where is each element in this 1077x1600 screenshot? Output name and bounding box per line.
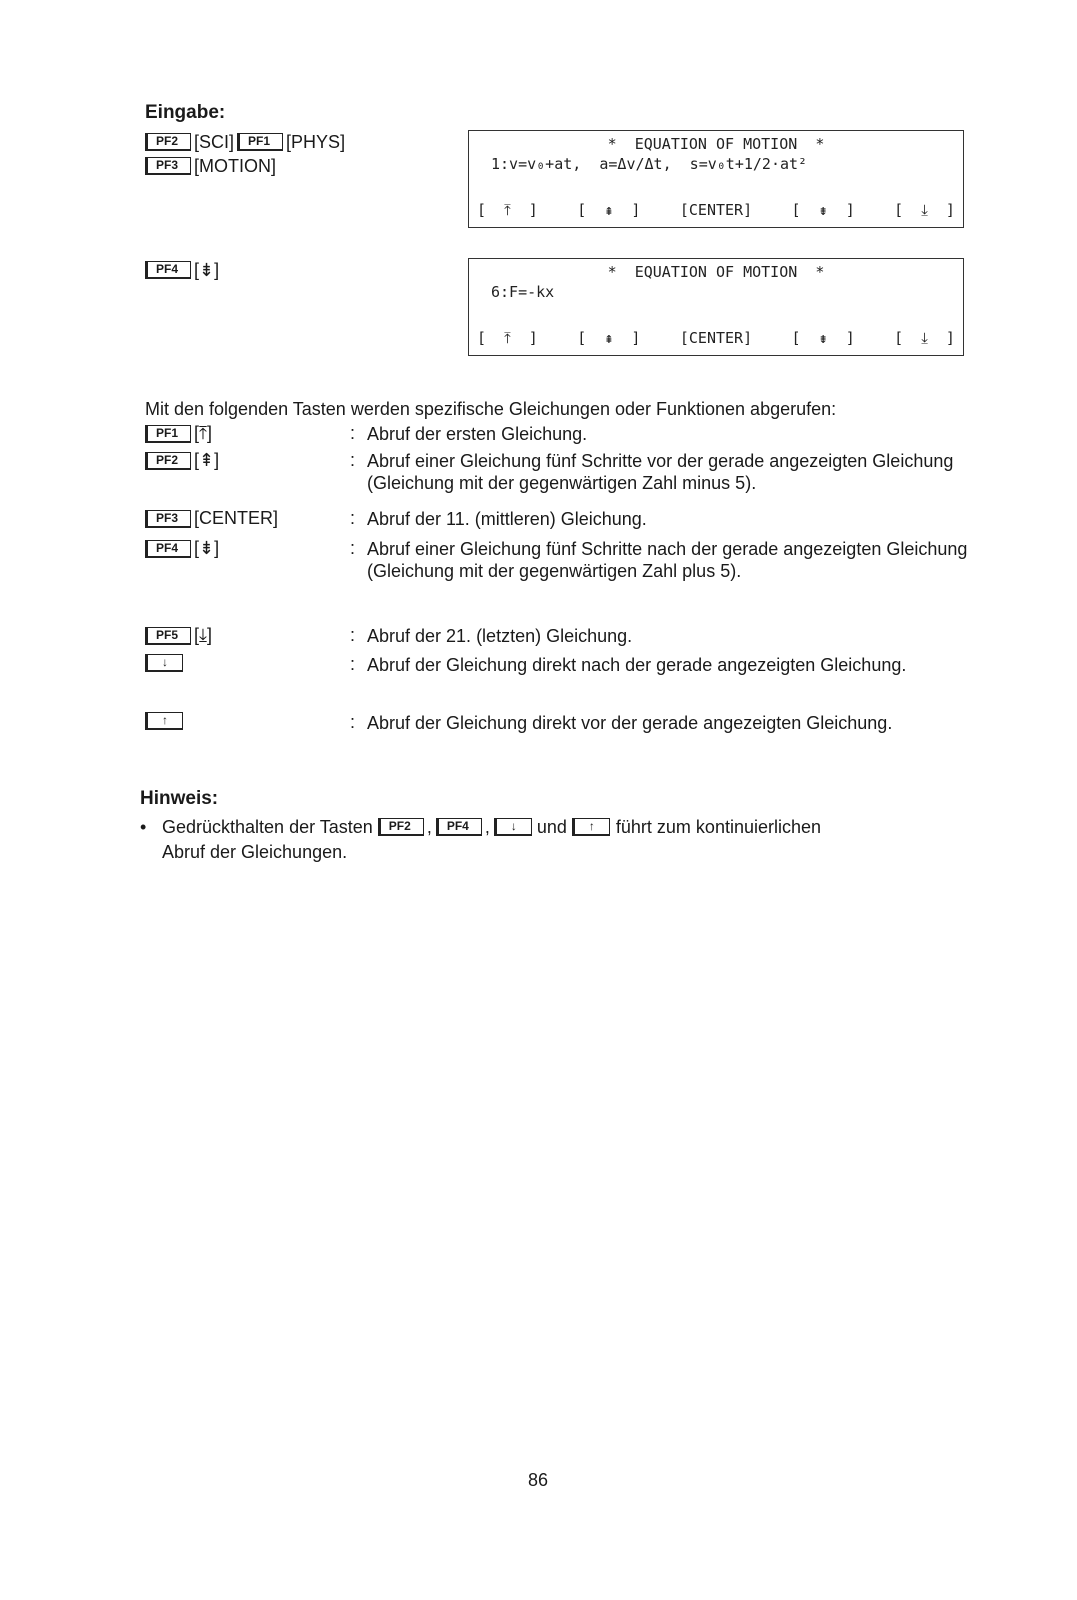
note-text-after: führt zum kontinuierlichen	[615, 816, 822, 837]
key-label: [⤓]	[194, 625, 212, 645]
colon: :	[350, 625, 356, 645]
key-label: [⤒]	[194, 423, 212, 443]
colon: :	[350, 654, 356, 674]
key-label: [CENTER]	[194, 508, 279, 528]
note-text-before: Gedrückthalten der Tasten	[162, 816, 373, 837]
lcd-screen-2	[468, 258, 964, 356]
input-heading: Eingabe:	[145, 102, 226, 123]
desc-text: Abruf der 11. (mittleren) Gleichung.	[367, 509, 647, 529]
sci-label: [SCI]	[194, 131, 235, 152]
lcd-screen-1	[468, 130, 964, 228]
desc-text: Abruf der Gleichung direkt nach der gerade angezeigten Gleichung.	[367, 655, 907, 675]
motion-label: [MOTION]	[194, 155, 277, 176]
lcd-formula: 6:F=-kx	[491, 283, 555, 301]
softkey-center[interactable]: [CENTER]	[679, 329, 753, 347]
separator: ,	[484, 816, 490, 837]
desc-text: Abruf der 21. (letzten) Gleichung.	[367, 626, 633, 646]
desc-row-down	[145, 654, 1005, 700]
up-arrow-key[interactable]: ↑	[572, 818, 610, 836]
softkey-center[interactable]: [CENTER]	[679, 201, 753, 219]
softkey-page-down[interactable]: [ ⇟ ]	[791, 201, 855, 219]
key-label: [⇞]	[194, 450, 220, 470]
desc-text: Abruf einer Gleichung fünf Schritte vor der gerade angezeigten Gleichung (Gleichung mit der gegenwärtigen Zahl minus 5).	[367, 451, 954, 493]
desc-row-center	[145, 508, 1005, 532]
input-line-3	[145, 258, 219, 282]
pf3-key[interactable]: PF3	[145, 157, 191, 175]
desc-row-page-up	[145, 450, 1005, 496]
pf2-key[interactable]: PF2	[145, 452, 191, 470]
bullet: •	[140, 816, 147, 837]
lcd-title: * EQUATION OF MOTION *	[607, 263, 825, 281]
note-line-2: Abruf der Gleichungen.	[162, 842, 348, 862]
lcd-formula: 1:v=v₀+at, a=Δv/Δt, s=v₀t+1/2·at²	[491, 155, 808, 173]
desc-row-page-down	[145, 538, 1005, 608]
pf1-key[interactable]: PF1	[145, 425, 191, 443]
up-arrow-key[interactable]: ↑	[145, 712, 183, 730]
page-down-label: [⇟]	[194, 259, 220, 280]
softkey-page-up[interactable]: [ ⇞ ]	[577, 201, 641, 219]
input-line-2	[145, 154, 276, 178]
pf2-key[interactable]: PF2	[145, 133, 191, 151]
lcd-softkeys	[469, 329, 963, 347]
pf4-key[interactable]: PF4	[145, 540, 191, 558]
down-arrow-key[interactable]: ↓	[145, 654, 183, 672]
softkey-last[interactable]: [ ⤓ ]	[894, 329, 955, 347]
note-line-1	[140, 815, 821, 839]
pf4-key[interactable]: PF4	[436, 818, 482, 836]
colon: :	[350, 538, 356, 558]
softkey-last[interactable]: [ ⤓ ]	[894, 201, 955, 219]
input-line-1	[145, 130, 345, 154]
key-label: [⇟]	[194, 538, 220, 558]
colon: :	[350, 423, 356, 443]
desc-text: Abruf der Gleichung direkt vor der gerade angezeigten Gleichung.	[367, 713, 893, 733]
colon: :	[350, 712, 356, 732]
desc-text: Abruf einer Gleichung fünf Schritte nach der gerade angezeigten Gleichung (Gleichung mit der gegenwärtigen Zahl plus 5).	[367, 539, 968, 581]
lcd-softkeys	[469, 201, 963, 219]
desc-row-up	[145, 712, 1005, 758]
colon: :	[350, 508, 356, 528]
softkey-page-down[interactable]: [ ⇟ ]	[791, 329, 855, 347]
desc-text: Abruf der ersten Gleichung.	[367, 424, 588, 444]
down-arrow-key[interactable]: ↓	[494, 818, 532, 836]
softkey-page-up[interactable]: [ ⇞ ]	[577, 329, 641, 347]
intro-text: Mit den folgenden Tasten werden spezifische Gleichungen oder Funktionen abgerufen:	[145, 399, 837, 419]
lcd-title: * EQUATION OF MOTION *	[607, 135, 825, 153]
note-heading: Hinweis:	[140, 788, 219, 809]
pf2-key[interactable]: PF2	[378, 818, 424, 836]
und-text: und	[536, 816, 567, 837]
pf3-key[interactable]: PF3	[145, 510, 191, 528]
page-number: 86	[528, 1470, 549, 1490]
colon: :	[350, 450, 356, 470]
softkey-first[interactable]: [ ⤒ ]	[477, 329, 538, 347]
separator: ,	[426, 816, 432, 837]
pf4-key[interactable]: PF4	[145, 261, 191, 279]
pf1-key[interactable]: PF1	[237, 133, 283, 151]
desc-row-first	[145, 423, 1005, 447]
softkey-first[interactable]: [ ⤒ ]	[477, 201, 538, 219]
pf5-key[interactable]: PF5	[145, 627, 191, 645]
desc-row-last	[145, 625, 1005, 649]
phys-label: [PHYS]	[286, 131, 346, 152]
